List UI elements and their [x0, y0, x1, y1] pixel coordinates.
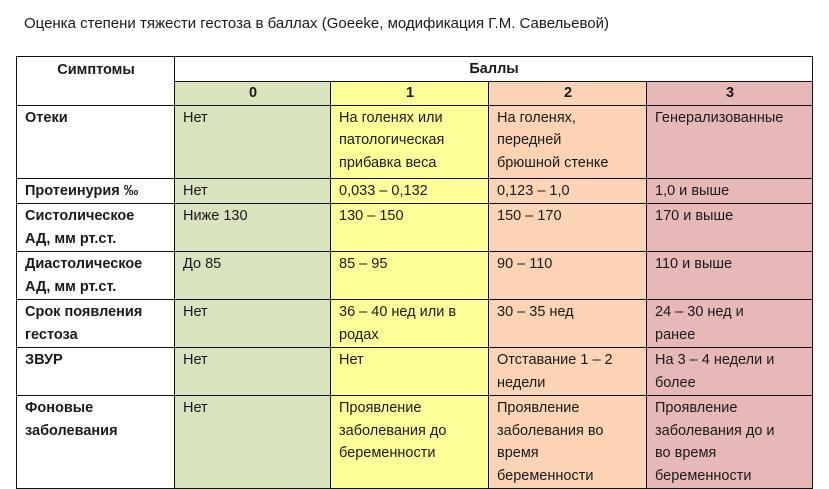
gestosis-score-table: [16, 56, 813, 489]
header-symptoms: Симптомы: [17, 57, 175, 106]
header-score-1: 1: [331, 82, 489, 106]
symptom-onset-time: Срок появления гестоза: [17, 300, 175, 348]
table-cell: До 85: [175, 252, 331, 300]
table-cell: 90 – 110: [489, 252, 647, 300]
table-cell: Нет: [331, 348, 489, 396]
table-cell: 0,123 – 1,0: [489, 178, 647, 204]
table-cell: На 3 – 4 недели и более: [647, 348, 813, 396]
table-row: [17, 396, 813, 489]
table-cell: 36 – 40 нед или в родах: [331, 300, 489, 348]
symptom-iugr: ЗВУР: [17, 348, 175, 396]
table-cell: Генерализованные: [647, 105, 813, 178]
symptom-diastolic-bp: Диастолическое АД, мм рт.ст.: [17, 252, 175, 300]
table-cell: 150 – 170: [489, 204, 647, 252]
table-row: [17, 105, 813, 178]
table-cell: Ниже 130: [175, 204, 331, 252]
table-cell: 85 – 95: [331, 252, 489, 300]
table-cell: 0,033 – 0,132: [331, 178, 489, 204]
table-cell: Отставание 1 – 2 недели: [489, 348, 647, 396]
table-cell: Проявление заболевания до беременности: [331, 396, 489, 489]
header-score-0: 0: [175, 82, 331, 106]
symptom-edema: Отеки: [17, 105, 175, 178]
table-cell: Нет: [175, 396, 331, 489]
header-score-3: 3: [647, 82, 813, 106]
symptom-background-diseases: Фоновые заболевания: [17, 396, 175, 489]
table-cell: 130 – 150: [331, 204, 489, 252]
table-row: [17, 300, 813, 348]
table-cell: Нет: [175, 178, 331, 204]
table-cell: 110 и выше: [647, 252, 813, 300]
table-row: [17, 204, 813, 252]
table-row: [17, 252, 813, 300]
table-cell: Нет: [175, 348, 331, 396]
table-row: [17, 178, 813, 204]
table-cell: На голенях или патологическая прибавка веса: [331, 105, 489, 178]
table-cell: 1,0 и выше: [647, 178, 813, 204]
symptom-systolic-bp: Систолическое АД, мм рт.ст.: [17, 204, 175, 252]
table-cell: На голенях, передней брюшной стенке: [489, 105, 647, 178]
symptom-proteinuria: Протеинурия ‰: [17, 178, 175, 204]
header-points: Баллы: [175, 57, 813, 82]
table-cell: 170 и выше: [647, 204, 813, 252]
table-cell: Проявление заболевания во время беременности: [489, 396, 647, 489]
table-cell: 24 – 30 нед и ранее: [647, 300, 813, 348]
table-row: [17, 348, 813, 396]
table-cell: Нет: [175, 300, 331, 348]
table-cell: Нет: [175, 105, 331, 178]
header-score-2: 2: [489, 82, 647, 106]
table-cell: 30 – 35 нед: [489, 300, 647, 348]
document-title: Оценка степени тяжести гестоза в баллах (Goeeke, модификация Г.М. Савельевой): [24, 15, 609, 32]
table-cell: Проявление заболевания до и во время беременности: [647, 396, 813, 489]
